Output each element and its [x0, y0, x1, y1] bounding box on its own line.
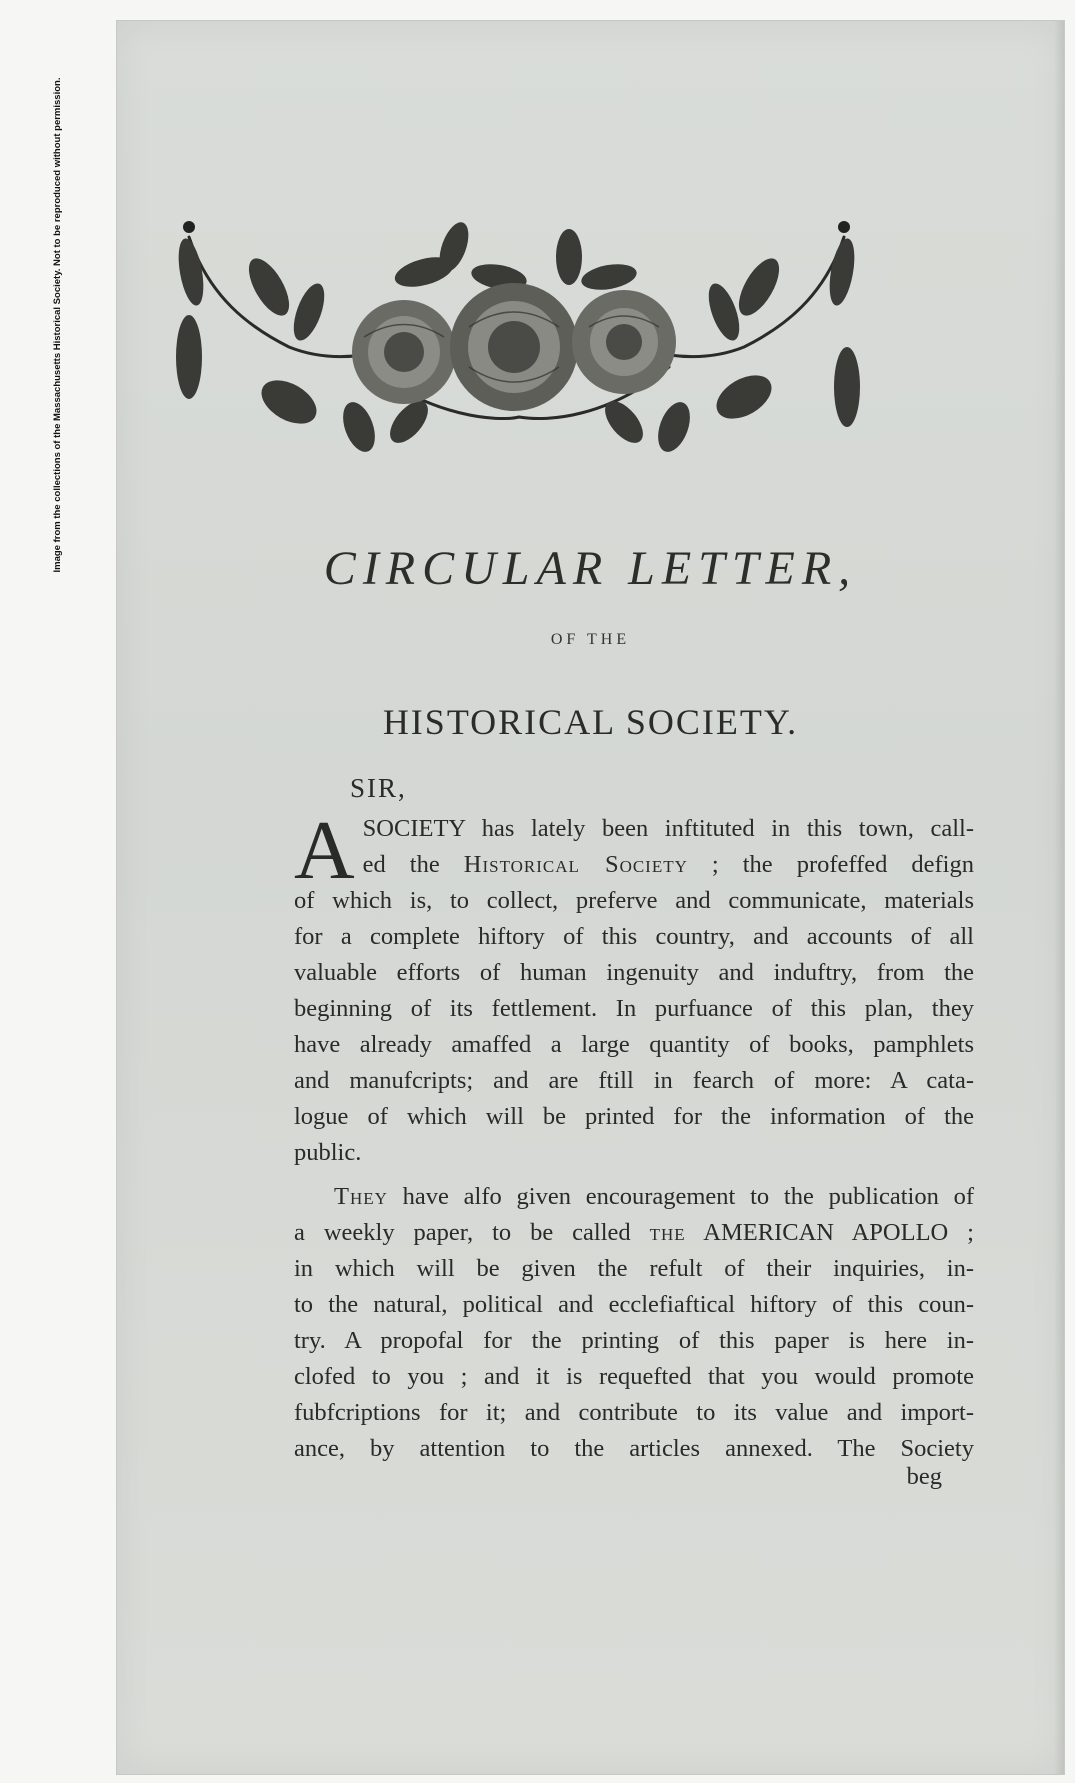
society-heading: HISTORICAL SOCIETY. [382, 702, 799, 742]
text-line: to the natural, political and ecclefiaftical hiftory of this coun- [294, 1291, 974, 1318]
text-line: try. A propofal for the printing of this paper is here in- [294, 1327, 974, 1354]
document-sheet [116, 20, 1065, 1775]
society-name: Historical Society [463, 851, 688, 878]
drop-cap: A [294, 804, 355, 897]
text-line [294, 1179, 974, 1215]
floral-ornament-icon [169, 217, 864, 477]
text-fragment: ed the [362, 851, 464, 878]
catchword: beg [906, 1463, 942, 1490]
text-line: for a complete hiftory of this country, and accounts of all [294, 923, 974, 950]
text-line: valuable efforts of human ingenuity and induftry, from the [294, 959, 974, 986]
text-fragment: the [649, 1219, 686, 1246]
sheet-edge-shadow [1054, 21, 1064, 1774]
text-fragment: have alfo given encouragement to the publication of [387, 1183, 974, 1210]
text-line: public. [294, 1139, 362, 1166]
paragraph-1 [294, 804, 974, 1171]
text-line: have already amaffed a large quantity of books, pamphlets [294, 1031, 974, 1058]
title-connector: OF THE [550, 631, 631, 648]
text-line: in which will be given the refult of their inquiries, in- [294, 1255, 974, 1282]
text-line: of which is, to collect, preferve and communicate, materials [294, 887, 974, 914]
text-line: and manufcripts; and are ftill in fearch of more: A cata- [294, 1067, 974, 1094]
page-title: CIRCULAR LETTER, [323, 542, 858, 595]
letter-body [294, 804, 974, 1467]
newspaper-name: AMERICAN APOLLO ; [685, 1219, 974, 1246]
text-line [294, 847, 974, 883]
text-fragment: a weekly paper, to be called [294, 1219, 650, 1246]
paragraph-lead: They [334, 1183, 388, 1210]
text-line [294, 1215, 974, 1251]
text-fragment: ; the profeffed defign [687, 851, 974, 878]
text-line: logue of which will be printed for the information of the [294, 1103, 974, 1130]
credit-line: Image from the collections of the Massachusetts Historical Society. Not to be reproduced without permission. [52, 77, 63, 573]
text-line: clofed to you ; and it is requefted that you would promote [294, 1363, 974, 1390]
salutation: SIR, [350, 773, 407, 803]
text-line: SOCIETY has lately been inftituted in this town, call- [362, 815, 974, 842]
text-line: beginning of its fettlement. In purfuance of this plan, they [294, 995, 974, 1022]
credit-strip [0, 0, 100, 1783]
paragraph-2 [294, 1179, 974, 1467]
text-line: ance, by attention to the articles annexed. The Society [294, 1435, 974, 1462]
text-line: fubfcriptions for it; and contribute to its value and import- [294, 1399, 974, 1426]
